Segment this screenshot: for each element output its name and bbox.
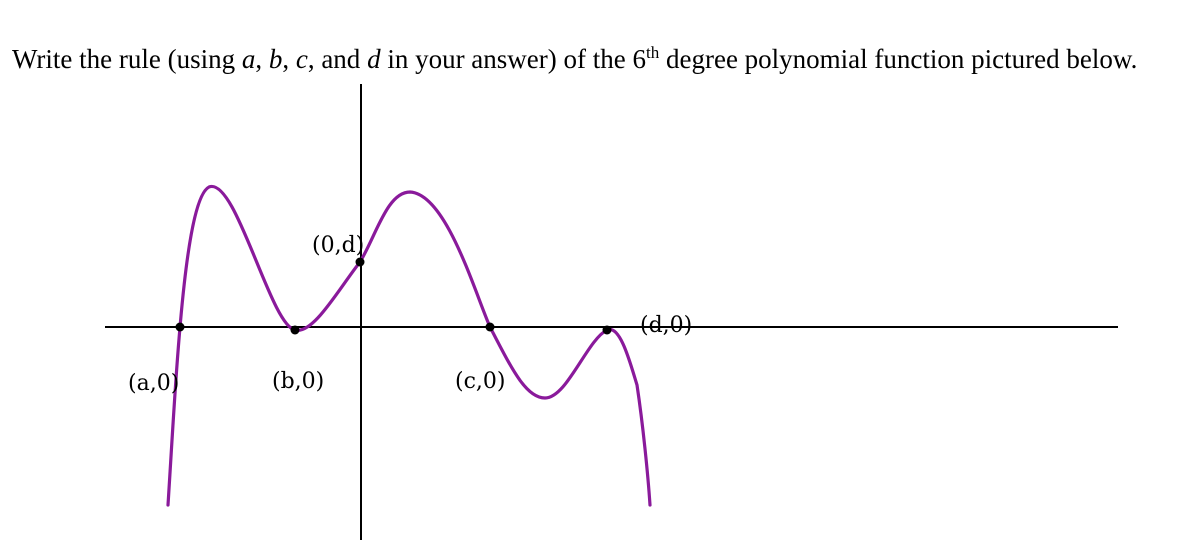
variable-a: a <box>241 44 256 74</box>
point-c <box>486 323 495 332</box>
label-y-intercept: (0,d) <box>312 233 365 258</box>
label-c-point: (c,0) <box>455 369 506 394</box>
point-d <box>603 326 612 335</box>
question-sep-2: , <box>282 44 296 74</box>
label-d-point: (d,0) <box>640 313 693 338</box>
point-b <box>291 326 300 335</box>
polynomial-curve <box>168 186 650 505</box>
question-middle: in your answer) of the 6 <box>380 44 646 74</box>
question-sep-3: , and <box>307 44 368 74</box>
label-b-point: (b,0) <box>272 369 325 394</box>
variable-d: d <box>367 44 381 74</box>
label-a-point: (a,0) <box>128 371 180 396</box>
point-y-intercept <box>356 258 365 267</box>
variable-c: c <box>295 44 308 74</box>
question-sep-1: , <box>255 44 269 74</box>
variable-b: b <box>268 44 283 74</box>
question-suffix: degree polynomial function pictured below. <box>659 44 1138 74</box>
point-a <box>176 323 185 332</box>
question-prefix: Write the rule (using <box>12 44 242 74</box>
ordinal-superscript: th <box>646 43 660 62</box>
